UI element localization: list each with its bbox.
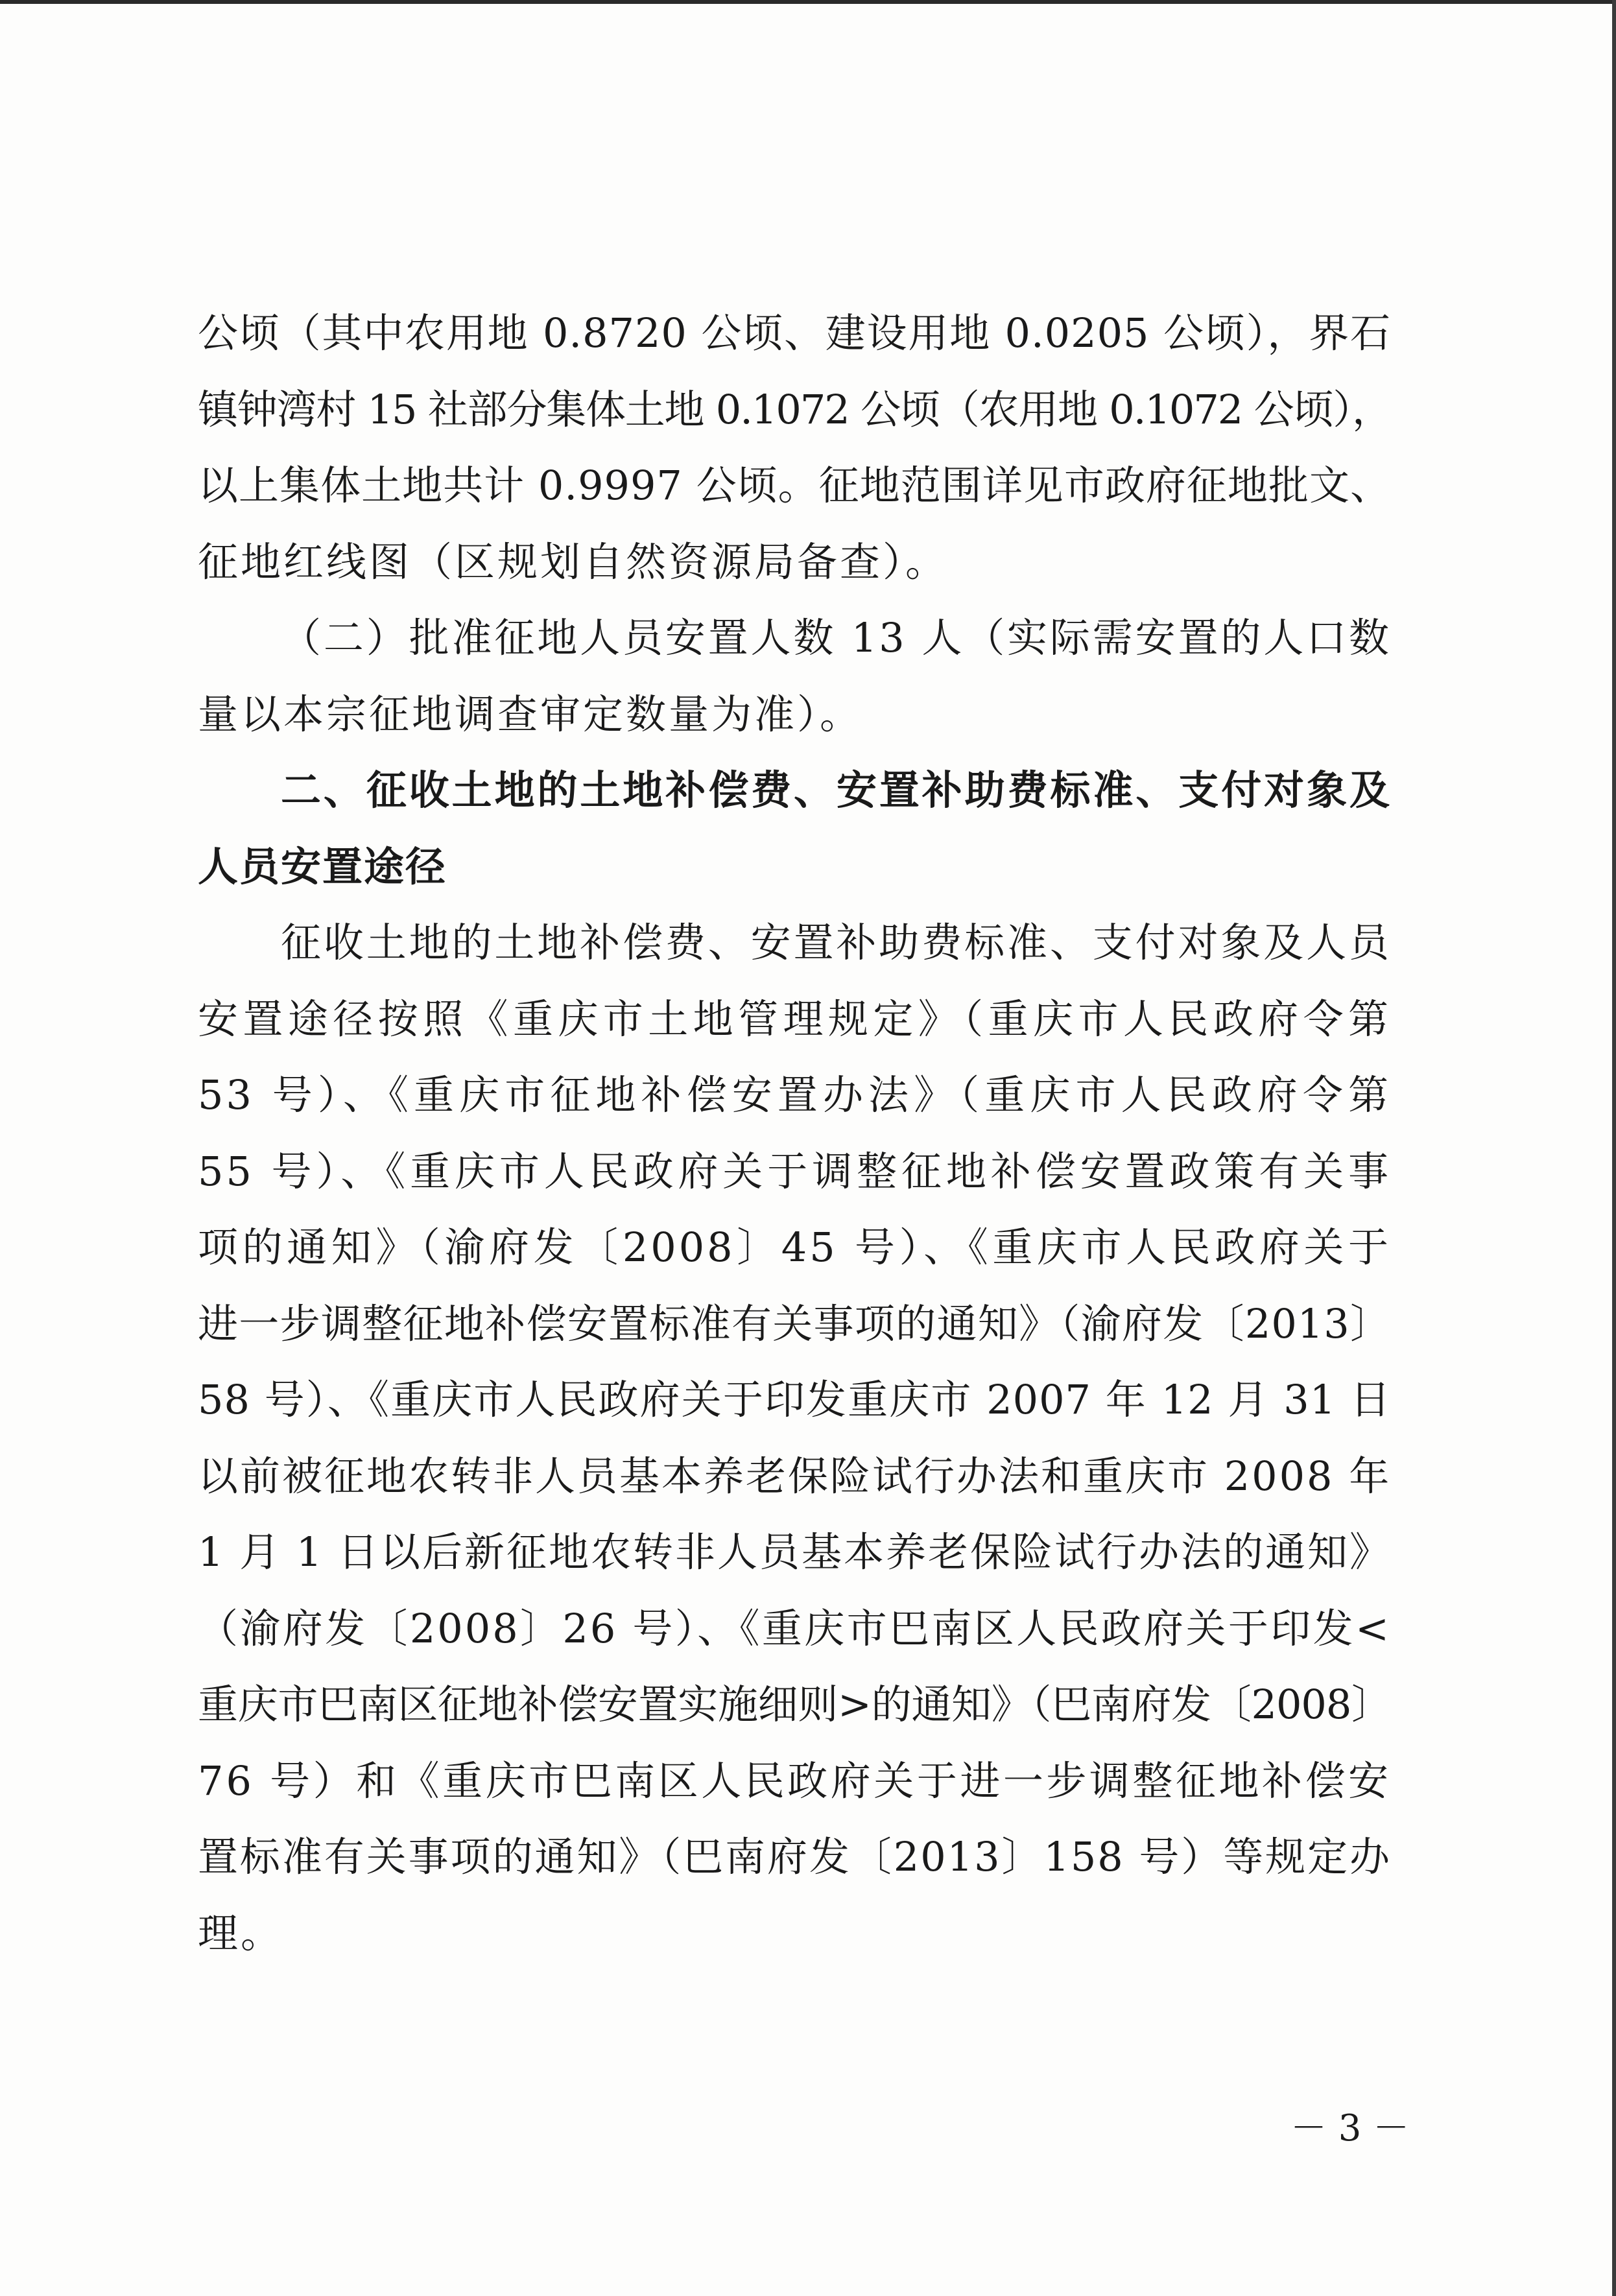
scan-edge-right <box>1612 0 1616 2296</box>
text-line: 征收土地的土地补偿费、安置补助费标准、支付对象及人员 <box>281 919 1391 966</box>
text-line: （二）批准征地人员安置人数 13 人（实际需安置的人口数 <box>281 614 1391 661</box>
text-line: 重庆市巴南区征地补偿安置实施细则>的通知》（巴南府发〔2008〕 <box>198 1681 1391 1728</box>
text-line: 项的通知》（渝府发〔2008〕45 号）、《重庆市人民政府关于 <box>198 1224 1391 1271</box>
text-line: 进一步调整征地补偿安置标准有关事项的通知》（渝府发〔2013〕 <box>198 1299 1391 1347</box>
page-number: － 3 － <box>1290 2107 1410 2149</box>
text-line: （渝府发〔2008〕26 号）、《重庆市巴南区人民政府关于印发< <box>198 1604 1391 1652</box>
text-line: 公顷（其中农用地 0.8720 公顷、建设用地 0.0205 公顷），界石 <box>198 309 1391 357</box>
text-line: 置标准有关事项的通知》（巴南府发〔2013〕158 号）等规定办 <box>198 1833 1391 1880</box>
text-line: 76 号）和《重庆市巴南区人民政府关于进一步调整征地补偿安 <box>198 1757 1391 1805</box>
section-heading-continued: 人员安置途径 <box>198 842 447 890</box>
document-body <box>198 295 1391 1971</box>
scan-edge-top <box>0 0 1616 4</box>
text-line: 量以本宗征地调查审定数量为准）。 <box>198 690 863 738</box>
text-line: 以上集体土地共计 0.9997 公顷。征地范围详见市政府征地批文、 <box>198 462 1391 509</box>
text-line: 以前被征地农转非人员基本养老保险试行办法和重庆市 2008 年 <box>198 1452 1392 1500</box>
section-heading: 二、征收土地的土地补偿费、安置补助费标准、支付对象及 <box>281 766 1391 814</box>
text-line: 58 号）、《重庆市人民政府关于印发重庆市 2007 年 12 月 31 日 <box>198 1376 1391 1423</box>
text-line: 安置途径按照《重庆市土地管理规定》（重庆市人民政府令第 <box>198 995 1391 1043</box>
text-line: 55 号）、《重庆市人民政府关于调整征地补偿安置政策有关事 <box>198 1147 1391 1195</box>
text-line: 1 月 1 日以后新征地农转非人员基本养老保险试行办法的通知》 <box>198 1528 1391 1576</box>
text-line: 理。 <box>198 1909 284 1957</box>
text-line: 镇钟湾村 15 社部分集体土地 0.1072 公顷（农用地 0.1072 公顷）， <box>198 385 1391 433</box>
text-line: 53 号）、《重庆市征地补偿安置办法》（重庆市人民政府令第 <box>198 1071 1391 1118</box>
text-line: 征地红线图（区规划自然资源局备查）。 <box>198 538 949 586</box>
